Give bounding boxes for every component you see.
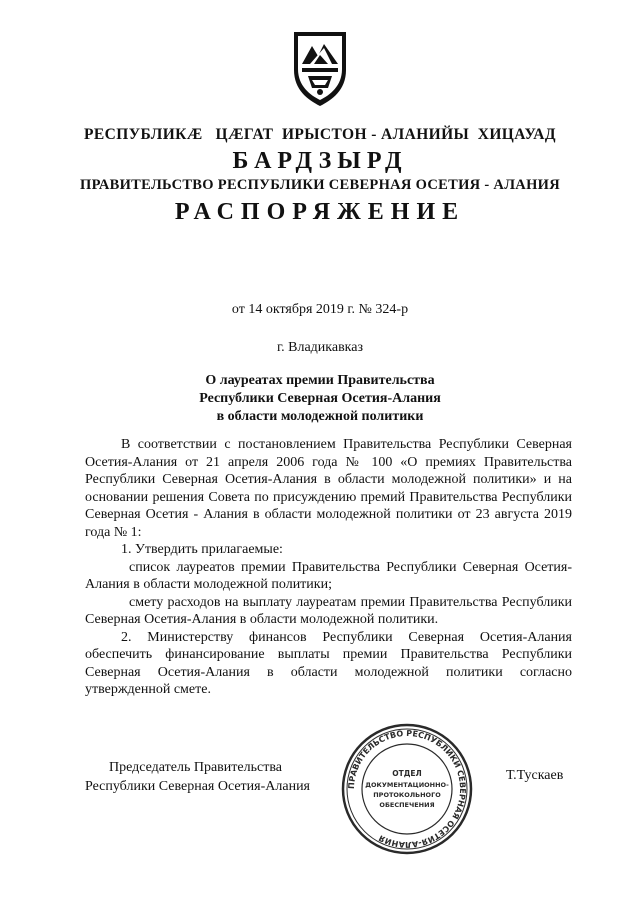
signatory-position-line: Председатель Правительства [109, 760, 282, 775]
document-date: от 14 октября 2019 г. № 324-р [231, 302, 409, 317]
signatory-position [85, 758, 310, 796]
official-seal [340, 722, 474, 856]
header-republic-ossetian: РЕСПУБЛИКӔ ЦӔГАТ ИРЫСТОН - АЛАНИЙЫ ХИЦАУАД [84, 126, 556, 143]
seal-center-line: ПРОТОКОЛЬНОГО [373, 791, 441, 799]
signatory-name: Т.Тускаев [506, 768, 564, 783]
subject-line: в области молодежной политики [216, 409, 424, 424]
seal-center-line: ОТДЕЛ [392, 769, 422, 778]
body-paragraph-item-1: 1. Утвердить прилагаемые: [121, 542, 283, 557]
document-city: г. Владикавказ [276, 340, 364, 355]
body-paragraph-item-2: 2. Министерству финансов Республики Северная Осетия-Алания обеспечить финансирование выплаты премии Правительства Республики Северная Осетия-Алания в области молодежной политики согласно утвержденной смете. [85, 629, 572, 697]
header-decree-ossetian: БАРДЗЫРД [232, 148, 408, 174]
seal-center-line: ДОКУМЕНТАЦИОННО- [365, 781, 449, 789]
body-paragraph-preamble: В соответствии с постановлением Правительства Республики Северная Осетия-Алания от 21 апреля 2006 года № 100 «О премиях Правительства Республики Северная Осетия-Алания в области молодежной политики» и на основании решения Совета по присуждению премий Правительства Республики Северная Осетия - Алания в области молодежной политики от 23 августа 2019 года № 1: [85, 437, 572, 540]
subject-line: О лауреатах премии Правительства [205, 373, 435, 388]
coat-of-arms-icon [288, 28, 352, 108]
header-order-title: РАСПОРЯЖЕНИЕ [174, 199, 466, 225]
signatory-position-line: Республики Северная Осетия-Алания [85, 779, 310, 794]
subject-line: Республики Северная Осетия-Алания [199, 391, 441, 406]
body-paragraph-budget-estimate: смету расходов на выплату лауреатам премии Правительства Республики Северная Осетия-Алания в области молодежной политики. [85, 594, 572, 627]
document-subject [0, 372, 640, 426]
seal-center-line: ОБЕСПЕЧЕНИЯ [379, 801, 435, 809]
document-body [85, 436, 572, 699]
body-paragraph-list-laureates: список лауреатов премии Правительства Республики Северная Осетия-Алания в области молодежной политики; [85, 559, 572, 592]
header-government-russian: ПРАВИТЕЛЬСТВО РЕСПУБЛИКИ СЕВЕРНАЯ ОСЕТИЯ - АЛАНИЯ [79, 177, 560, 193]
seal-ring-text: ПРАВИТЕЛЬСТВО РЕСПУБЛИКИ СЕВЕРНАЯ ОСЕТИЯ-АЛАНИЯ [346, 728, 468, 850]
